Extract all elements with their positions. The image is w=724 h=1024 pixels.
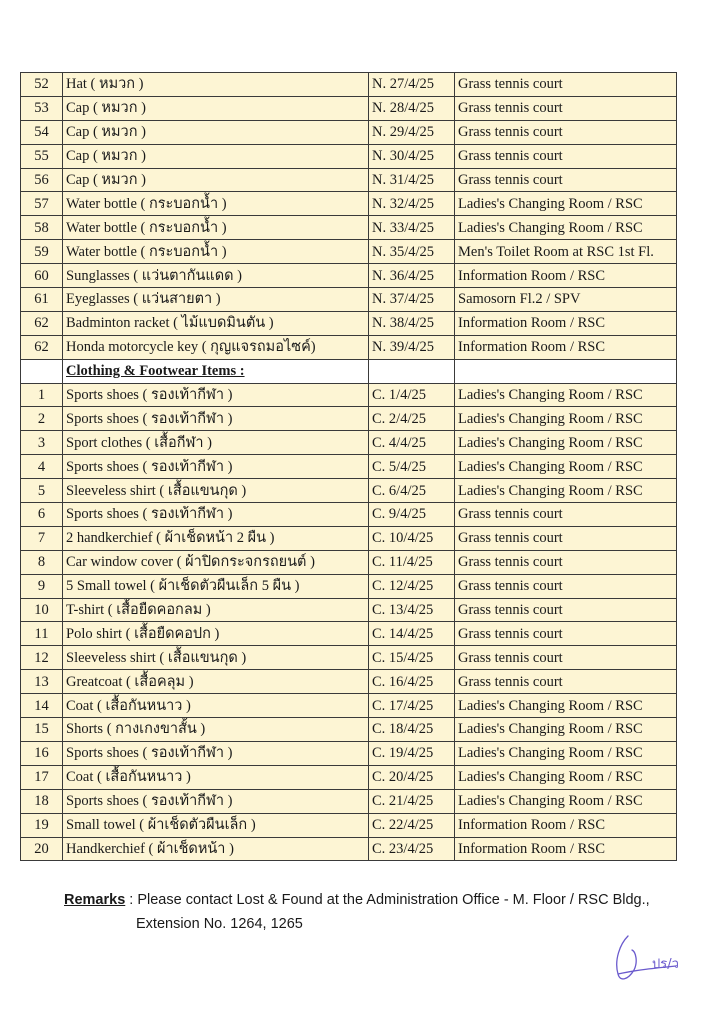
- item-location-cell: Ladies's Changing Room / RSC: [455, 479, 677, 503]
- item-number-cell: 58: [21, 216, 63, 240]
- item-code-cell: C. 11/4/25: [369, 550, 455, 574]
- item-name-cell: Hat ( หมวก ): [63, 73, 369, 97]
- item-name-cell: Eyeglasses ( แว่นสายตา ): [63, 288, 369, 312]
- item-name-cell: Cap ( หมวก ): [63, 168, 369, 192]
- item-name-cell: Coat ( เสื้อกันหนาว ): [63, 765, 369, 789]
- item-name-cell: Coat ( เสื้อกันหนาว ): [63, 694, 369, 718]
- item-code-cell: C. 6/4/25: [369, 479, 455, 503]
- item-number-cell: 17: [21, 765, 63, 789]
- item-location-cell: Ladies's Changing Room / RSC: [455, 431, 677, 455]
- item-number-cell: 3: [21, 431, 63, 455]
- item-location-cell: Ladies's Changing Room / RSC: [455, 407, 677, 431]
- table-row: [21, 383, 677, 407]
- table-row: [21, 550, 677, 574]
- item-location-cell: Information Room / RSC: [455, 837, 677, 861]
- table-section-header: [21, 359, 677, 383]
- table-row: [21, 407, 677, 431]
- item-number-cell: 54: [21, 120, 63, 144]
- item-number-cell: 52: [21, 73, 63, 97]
- item-code-cell: C. 19/4/25: [369, 741, 455, 765]
- item-name-cell: 5 Small towel ( ผ้าเช็ดตัวผืนเล็ก 5 ผืน ): [63, 574, 369, 598]
- item-name-cell: Sports shoes ( รองเท้ากีฬา ): [63, 741, 369, 765]
- item-number-cell: 19: [21, 813, 63, 837]
- item-number-cell: 20: [21, 837, 63, 861]
- item-name-cell: Polo shirt ( เสื้อยืดคอปก ): [63, 622, 369, 646]
- table-row: [21, 240, 677, 264]
- item-location-cell: Grass tennis court: [455, 622, 677, 646]
- item-code-cell: N. 38/4/25: [369, 311, 455, 335]
- item-name-cell: Cap ( หมวก ): [63, 120, 369, 144]
- item-number-cell: 6: [21, 503, 63, 527]
- table-row: [21, 741, 677, 765]
- item-name-cell: Honda motorcycle key ( กุญแจรถมอไซค์): [63, 335, 369, 359]
- item-location-cell: Grass tennis court: [455, 120, 677, 144]
- table-row: [21, 73, 677, 97]
- table-body-items: [21, 73, 677, 360]
- item-number-cell: 53: [21, 96, 63, 120]
- item-code-cell: C. 17/4/25: [369, 694, 455, 718]
- item-number-cell: 60: [21, 264, 63, 288]
- item-number-cell: 13: [21, 670, 63, 694]
- item-location-cell: Grass tennis court: [455, 168, 677, 192]
- item-number-cell: 8: [21, 550, 63, 574]
- item-code-cell: C. 12/4/25: [369, 574, 455, 598]
- item-name-cell: Water bottle ( กระบอกน้ำ ): [63, 240, 369, 264]
- table-row: [21, 168, 677, 192]
- table-row: [21, 598, 677, 622]
- item-code-cell: C. 23/4/25: [369, 837, 455, 861]
- table-row: [21, 288, 677, 312]
- table-row: [21, 574, 677, 598]
- table-row: [21, 455, 677, 479]
- item-name-cell: T-shirt ( เสื้อยืดคอกลม ): [63, 598, 369, 622]
- item-number-cell: 1: [21, 383, 63, 407]
- item-name-cell: Water bottle ( กระบอกน้ำ ): [63, 216, 369, 240]
- signature-text: ปร/ว: [652, 957, 679, 972]
- item-code-cell: C. 16/4/25: [369, 670, 455, 694]
- item-code-cell: C. 21/4/25: [369, 789, 455, 813]
- item-number-cell: 56: [21, 168, 63, 192]
- table-row: [21, 192, 677, 216]
- table-row: [21, 503, 677, 527]
- table-row: [21, 311, 677, 335]
- item-code-cell: N. 27/4/25: [369, 73, 455, 97]
- item-code-cell: C. 22/4/25: [369, 813, 455, 837]
- item-code-cell: N. 37/4/25: [369, 288, 455, 312]
- item-name-cell: Sunglasses ( แว่นตากันแดด ): [63, 264, 369, 288]
- item-name-cell: 2 handkerchief ( ผ้าเช็ดหน้า 2 ผืน ): [63, 526, 369, 550]
- item-number-cell: 62: [21, 335, 63, 359]
- item-location-cell: Grass tennis court: [455, 670, 677, 694]
- item-name-cell: Badminton racket ( ไม้แบดมินตัน ): [63, 311, 369, 335]
- item-name-cell: Sports shoes ( รองเท้ากีฬา ): [63, 789, 369, 813]
- item-name-cell: Sports shoes ( รองเท้ากีฬา ): [63, 503, 369, 527]
- item-name-cell: Sport clothes ( เสื้อกีฬา ): [63, 431, 369, 455]
- table-body-clothing: [21, 383, 677, 861]
- item-code-cell: N. 35/4/25: [369, 240, 455, 264]
- item-code-cell: N. 33/4/25: [369, 216, 455, 240]
- item-location-cell: Grass tennis court: [455, 144, 677, 168]
- section-row: [21, 359, 677, 383]
- item-location-cell: Information Room / RSC: [455, 264, 677, 288]
- table-row: [21, 718, 677, 742]
- item-name-cell: Car window cover ( ผ้าปิดกระจกรถยนต์ ): [63, 550, 369, 574]
- table-row: [21, 120, 677, 144]
- item-number-cell: 2: [21, 407, 63, 431]
- item-name-cell: Shorts ( กางเกงขาสั้น ): [63, 718, 369, 742]
- item-name-cell: Sports shoes ( รองเท้ากีฬา ): [63, 455, 369, 479]
- table-row: [21, 431, 677, 455]
- item-code-cell: C. 20/4/25: [369, 765, 455, 789]
- item-name-cell: Sleeveless shirt ( เสื้อแขนกุด ): [63, 646, 369, 670]
- item-location-cell: Ladies's Changing Room / RSC: [455, 455, 677, 479]
- item-location-cell: Ladies's Changing Room / RSC: [455, 216, 677, 240]
- item-code-cell: N. 39/4/25: [369, 335, 455, 359]
- item-name-cell: Cap ( หมวก ): [63, 96, 369, 120]
- table-row: [21, 622, 677, 646]
- item-location-cell: Ladies's Changing Room / RSC: [455, 694, 677, 718]
- item-number-cell: 55: [21, 144, 63, 168]
- item-number-cell: 9: [21, 574, 63, 598]
- item-code-cell: C. 18/4/25: [369, 718, 455, 742]
- remarks-block: [64, 888, 650, 936]
- item-name-cell: Cap ( หมวก ): [63, 144, 369, 168]
- item-location-cell: Information Room / RSC: [455, 813, 677, 837]
- remarks-label: Remarks: [64, 892, 126, 908]
- item-code-cell: C. 15/4/25: [369, 646, 455, 670]
- item-number-cell: 14: [21, 694, 63, 718]
- item-number-cell: 7: [21, 526, 63, 550]
- remarks-line-2: Extension No. 1264, 1265: [136, 916, 303, 932]
- table-row: [21, 813, 677, 837]
- item-name-cell: Sports shoes ( รองเท้ากีฬา ): [63, 407, 369, 431]
- item-location-cell: Samosorn Fl.2 / SPV: [455, 288, 677, 312]
- item-code-cell: N. 30/4/25: [369, 144, 455, 168]
- table-row: [21, 264, 677, 288]
- item-name-cell: Greatcoat ( เสื้อคลุม ): [63, 670, 369, 694]
- item-code-cell: C. 2/4/25: [369, 407, 455, 431]
- item-number-cell: 59: [21, 240, 63, 264]
- section-title: Clothing & Footwear Items :: [63, 359, 369, 383]
- item-location-cell: Information Room / RSC: [455, 335, 677, 359]
- item-number-cell: 12: [21, 646, 63, 670]
- item-name-cell: Small towel ( ผ้าเช็ดตัวผืนเล็ก ): [63, 813, 369, 837]
- item-location-cell: Grass tennis court: [455, 73, 677, 97]
- item-location-cell: Ladies's Changing Room / RSC: [455, 718, 677, 742]
- item-code-cell: C. 14/4/25: [369, 622, 455, 646]
- item-location-cell: Ladies's Changing Room / RSC: [455, 789, 677, 813]
- lost-items-table: [20, 72, 677, 861]
- item-code-cell: N. 28/4/25: [369, 96, 455, 120]
- table-row: [21, 335, 677, 359]
- item-code-cell: C. 4/4/25: [369, 431, 455, 455]
- item-location-cell: Ladies's Changing Room / RSC: [455, 765, 677, 789]
- item-location-cell: Grass tennis court: [455, 96, 677, 120]
- remarks-line-1: [64, 888, 650, 912]
- section-location-cell: [455, 359, 677, 383]
- item-location-cell: Men's Toilet Room at RSC 1st Fl.: [455, 240, 677, 264]
- item-name-cell: Sleeveless shirt ( เสื้อแขนกุด ): [63, 479, 369, 503]
- item-location-cell: Grass tennis court: [455, 526, 677, 550]
- item-location-cell: Ladies's Changing Room / RSC: [455, 192, 677, 216]
- table-row: [21, 837, 677, 861]
- item-number-cell: 10: [21, 598, 63, 622]
- item-name-cell: Handkerchief ( ผ้าเช็ดหน้า ): [63, 837, 369, 861]
- item-code-cell: C. 10/4/25: [369, 526, 455, 550]
- item-number-cell: 16: [21, 741, 63, 765]
- item-name-cell: Sports shoes ( รองเท้ากีฬา ): [63, 383, 369, 407]
- item-location-cell: Grass tennis court: [455, 646, 677, 670]
- item-number-cell: 11: [21, 622, 63, 646]
- item-location-cell: Ladies's Changing Room / RSC: [455, 741, 677, 765]
- table-row: [21, 479, 677, 503]
- item-location-cell: Grass tennis court: [455, 503, 677, 527]
- item-location-cell: Ladies's Changing Room / RSC: [455, 383, 677, 407]
- item-code-cell: N. 36/4/25: [369, 264, 455, 288]
- item-name-cell: Water bottle ( กระบอกน้ำ ): [63, 192, 369, 216]
- item-code-cell: C. 13/4/25: [369, 598, 455, 622]
- section-code-cell: [369, 359, 455, 383]
- item-location-cell: Grass tennis court: [455, 598, 677, 622]
- table-row: [21, 789, 677, 813]
- item-number-cell: 62: [21, 311, 63, 335]
- item-number-cell: 4: [21, 455, 63, 479]
- item-code-cell: C. 5/4/25: [369, 455, 455, 479]
- item-location-cell: Grass tennis court: [455, 550, 677, 574]
- table-row: [21, 670, 677, 694]
- item-code-cell: N. 29/4/25: [369, 120, 455, 144]
- item-location-cell: Information Room / RSC: [455, 311, 677, 335]
- item-code-cell: C. 1/4/25: [369, 383, 455, 407]
- item-number-cell: 15: [21, 718, 63, 742]
- remarks-text: : Please contact Lost & Found at the Administration Office - M. Floor / RSC Bldg.,: [125, 892, 650, 908]
- table-row: [21, 765, 677, 789]
- table-row: [21, 96, 677, 120]
- item-number-cell: 18: [21, 789, 63, 813]
- item-number-cell: 5: [21, 479, 63, 503]
- item-code-cell: N. 32/4/25: [369, 192, 455, 216]
- signature-mark: [606, 930, 696, 990]
- table-row: [21, 144, 677, 168]
- item-location-cell: Grass tennis court: [455, 574, 677, 598]
- item-number-cell: 57: [21, 192, 63, 216]
- item-code-cell: C. 9/4/25: [369, 503, 455, 527]
- table-row: [21, 694, 677, 718]
- table-row: [21, 526, 677, 550]
- table-row: [21, 646, 677, 670]
- section-no-cell: [21, 359, 63, 383]
- item-code-cell: N. 31/4/25: [369, 168, 455, 192]
- item-number-cell: 61: [21, 288, 63, 312]
- table-row: [21, 216, 677, 240]
